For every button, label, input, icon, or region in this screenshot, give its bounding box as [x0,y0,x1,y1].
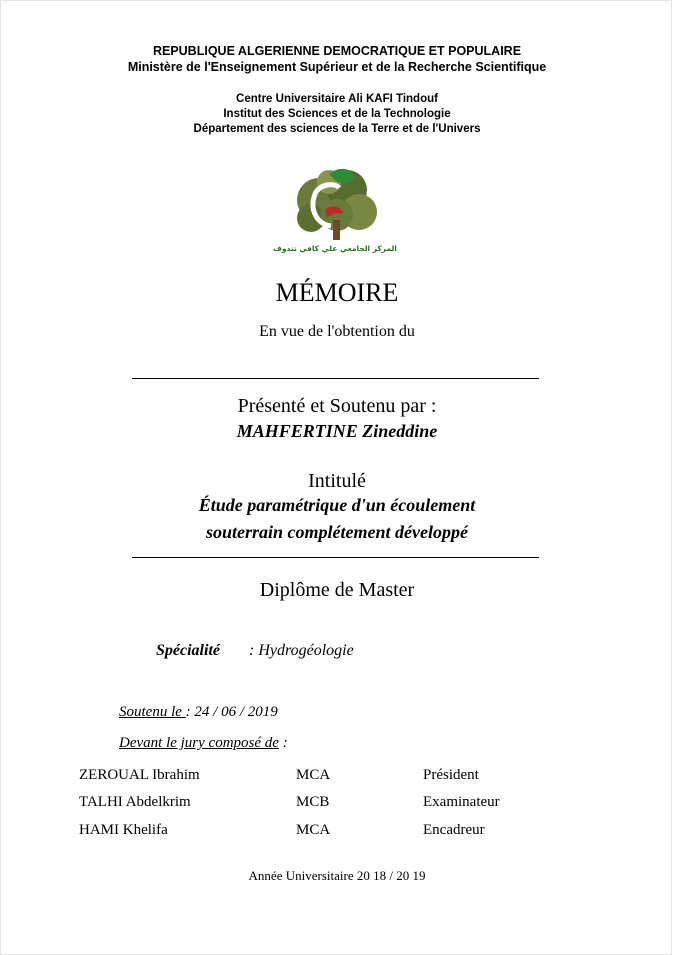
soutenu-label: Soutenu le [119,704,182,720]
institute-heading: Institut des Sciences et de la Technologie [223,108,451,120]
jury-member-role: Président [423,767,479,783]
jury-member-role: Examinateur [423,794,500,810]
academic-year: Année Universitaire 20 18 / 20 19 [248,868,426,883]
specialite-label: Spécialité [156,642,220,659]
divider-top [132,378,539,379]
centre-heading: Centre Universitaire Ali KAFI Tindouf [236,93,438,105]
jury-member-name: HAMI Khelifa [79,822,168,838]
intitule-label: Intitulé [308,470,366,492]
jury-member-role: Encadreur [423,822,485,838]
diploma-label: Diplôme de Master [259,579,415,601]
presented-label: Présenté et Soutenu par : [237,395,437,417]
jury-colon: : [278,735,288,751]
jury-member-grade: MCA [296,767,331,783]
republic-heading: REPUBLIQUE ALGERIENNE DEMOCRATIQUE ET POPULAIRE [152,44,522,58]
department-heading: Département des sciences de la Terre et de l'Univers [193,123,481,135]
divider-bottom [132,557,539,558]
memoire-subtitle: En vue de l'obtention du [259,323,415,340]
specialite-value: : Hydrogéologie [249,642,354,659]
thesis-title-line2: souterrain complétement développé [206,522,468,542]
memoire-title: MÉMOIRE [275,278,399,307]
university-logo [273,160,397,256]
jury-label: Devant le jury composé de [119,735,279,751]
jury-member-name: ZEROUAL Ibrahim [79,767,200,783]
ministry-heading: Ministère de l'Enseignement Supérieur et de la Recherche Scientifique [127,60,547,74]
logo-caption: المركز الجامعي علي كافي تندوف [273,244,397,253]
jury-member-grade: MCB [296,794,330,810]
author-name: MAHFERTINE Zineddine [236,421,438,441]
jury-member-grade: MCA [296,822,331,838]
soutenu-date: : 24 / 06 / 2019 [185,704,278,720]
jury-member-name: TALHI Abdelkrim [79,794,191,810]
thesis-title-line1: Étude paramétrique d'un écoulement [198,495,476,515]
